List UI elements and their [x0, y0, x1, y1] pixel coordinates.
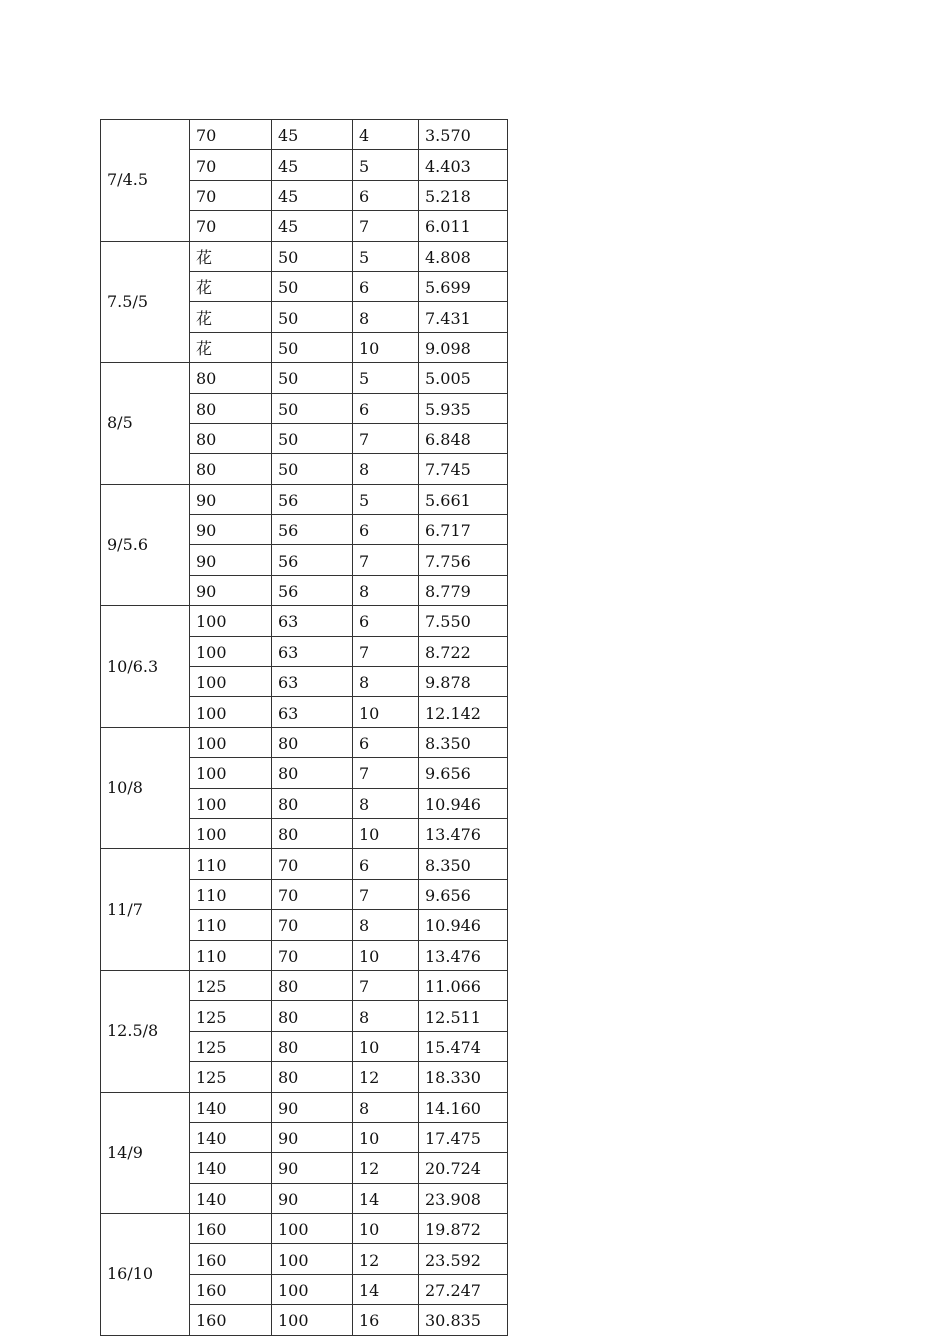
cell-w: 8.350	[419, 727, 508, 757]
cell-b: 50	[272, 271, 353, 301]
cell-w: 7.550	[419, 606, 508, 636]
cell-b: 63	[272, 636, 353, 666]
cell-w: 12.142	[419, 697, 508, 727]
cell-d: 6	[353, 515, 419, 545]
cell-w: 19.872	[419, 1214, 508, 1244]
cell-b: 45	[272, 180, 353, 210]
cell-w: 10.946	[419, 910, 508, 940]
cell-b: 80	[272, 1031, 353, 1061]
cell-d: 5	[353, 241, 419, 271]
cell-w: 7.756	[419, 545, 508, 575]
cell-b: 45	[272, 150, 353, 180]
cell-w: 13.476	[419, 818, 508, 848]
cell-w: 5.661	[419, 484, 508, 514]
cell-a: 90	[190, 575, 272, 605]
spec-label: 14/9	[101, 1092, 190, 1214]
cell-b: 100	[272, 1214, 353, 1244]
cell-b: 80	[272, 758, 353, 788]
spec-label: 11/7	[101, 849, 190, 971]
cell-a: 90	[190, 484, 272, 514]
cell-d: 5	[353, 363, 419, 393]
cell-w: 14.160	[419, 1092, 508, 1122]
cell-d: 8	[353, 1001, 419, 1031]
cell-d: 7	[353, 758, 419, 788]
cell-a: 花	[190, 241, 272, 271]
cell-d: 16	[353, 1305, 419, 1335]
cell-d: 10	[353, 332, 419, 362]
cell-d: 6	[353, 393, 419, 423]
cell-w: 9.098	[419, 332, 508, 362]
cell-b: 50	[272, 363, 353, 393]
cell-a: 90	[190, 515, 272, 545]
cell-b: 56	[272, 484, 353, 514]
cell-w: 6.717	[419, 515, 508, 545]
cell-d: 6	[353, 271, 419, 301]
cell-a: 110	[190, 910, 272, 940]
cell-b: 63	[272, 667, 353, 697]
cell-a: 160	[190, 1244, 272, 1274]
spec-label: 10/8	[101, 727, 190, 849]
cell-d: 12	[353, 1153, 419, 1183]
cell-w: 4.808	[419, 241, 508, 271]
cell-w: 8.779	[419, 575, 508, 605]
cell-w: 7.745	[419, 454, 508, 484]
cell-b: 90	[272, 1153, 353, 1183]
cell-d: 7	[353, 636, 419, 666]
cell-d: 6	[353, 849, 419, 879]
table-row	[101, 120, 508, 150]
cell-a: 100	[190, 788, 272, 818]
cell-b: 90	[272, 1183, 353, 1213]
cell-a: 140	[190, 1092, 272, 1122]
cell-w: 5.699	[419, 271, 508, 301]
cell-d: 8	[353, 667, 419, 697]
cell-b: 50	[272, 302, 353, 332]
spec-label: 12.5/8	[101, 970, 190, 1092]
cell-b: 80	[272, 727, 353, 757]
cell-a: 80	[190, 393, 272, 423]
table-row	[101, 1214, 508, 1244]
cell-b: 90	[272, 1092, 353, 1122]
cell-a: 110	[190, 940, 272, 970]
cell-a: 90	[190, 545, 272, 575]
cell-b: 90	[272, 1122, 353, 1152]
cell-d: 8	[353, 1092, 419, 1122]
cell-d: 10	[353, 1122, 419, 1152]
cell-b: 100	[272, 1244, 353, 1274]
cell-d: 10	[353, 1214, 419, 1244]
cell-a: 100	[190, 818, 272, 848]
cell-w: 7.431	[419, 302, 508, 332]
spec-label: 8/5	[101, 363, 190, 485]
angle-steel-table	[100, 119, 508, 1336]
cell-b: 70	[272, 879, 353, 909]
cell-a: 160	[190, 1214, 272, 1244]
table-row	[101, 970, 508, 1000]
cell-w: 12.511	[419, 1001, 508, 1031]
cell-a: 125	[190, 970, 272, 1000]
cell-d: 8	[353, 788, 419, 818]
cell-w: 23.592	[419, 1244, 508, 1274]
cell-w: 9.878	[419, 667, 508, 697]
cell-d: 10	[353, 940, 419, 970]
cell-d: 7	[353, 545, 419, 575]
cell-a: 140	[190, 1183, 272, 1213]
cell-a: 125	[190, 1001, 272, 1031]
cell-a: 80	[190, 454, 272, 484]
cell-b: 70	[272, 849, 353, 879]
cell-b: 70	[272, 910, 353, 940]
cell-w: 3.570	[419, 120, 508, 150]
cell-b: 50	[272, 423, 353, 453]
cell-a: 80	[190, 363, 272, 393]
cell-d: 7	[353, 423, 419, 453]
cell-w: 5.935	[419, 393, 508, 423]
cell-a: 100	[190, 667, 272, 697]
cell-w: 6.848	[419, 423, 508, 453]
cell-w: 9.656	[419, 758, 508, 788]
cell-d: 14	[353, 1274, 419, 1304]
cell-a: 160	[190, 1274, 272, 1304]
cell-d: 10	[353, 818, 419, 848]
table-row	[101, 606, 508, 636]
cell-d: 5	[353, 484, 419, 514]
cell-a: 100	[190, 636, 272, 666]
cell-b: 50	[272, 393, 353, 423]
cell-a: 125	[190, 1031, 272, 1061]
cell-d: 7	[353, 970, 419, 1000]
cell-d: 4	[353, 120, 419, 150]
cell-b: 56	[272, 575, 353, 605]
cell-w: 20.724	[419, 1153, 508, 1183]
cell-a: 125	[190, 1062, 272, 1092]
cell-w: 6.011	[419, 211, 508, 241]
cell-d: 6	[353, 727, 419, 757]
table-row	[101, 849, 508, 879]
cell-a: 110	[190, 849, 272, 879]
cell-a: 100	[190, 758, 272, 788]
cell-b: 50	[272, 332, 353, 362]
cell-d: 7	[353, 211, 419, 241]
cell-w: 27.247	[419, 1274, 508, 1304]
table-row	[101, 727, 508, 757]
cell-a: 100	[190, 606, 272, 636]
cell-a: 140	[190, 1153, 272, 1183]
cell-d: 8	[353, 910, 419, 940]
spec-label: 16/10	[101, 1214, 190, 1336]
cell-d: 12	[353, 1244, 419, 1274]
cell-b: 56	[272, 545, 353, 575]
cell-a: 100	[190, 697, 272, 727]
cell-b: 50	[272, 241, 353, 271]
cell-d: 10	[353, 1031, 419, 1061]
cell-b: 100	[272, 1305, 353, 1335]
table-row	[101, 363, 508, 393]
cell-d: 6	[353, 180, 419, 210]
cell-b: 100	[272, 1274, 353, 1304]
cell-w: 15.474	[419, 1031, 508, 1061]
cell-d: 14	[353, 1183, 419, 1213]
cell-b: 50	[272, 454, 353, 484]
cell-b: 80	[272, 818, 353, 848]
cell-b: 70	[272, 940, 353, 970]
cell-w: 5.218	[419, 180, 508, 210]
cell-b: 80	[272, 1062, 353, 1092]
cell-w: 18.330	[419, 1062, 508, 1092]
cell-b: 80	[272, 970, 353, 1000]
cell-d: 7	[353, 879, 419, 909]
cell-w: 11.066	[419, 970, 508, 1000]
cell-a: 70	[190, 120, 272, 150]
cell-b: 80	[272, 788, 353, 818]
cell-w: 8.350	[419, 849, 508, 879]
cell-d: 6	[353, 606, 419, 636]
cell-b: 63	[272, 697, 353, 727]
cell-b: 80	[272, 1001, 353, 1031]
cell-a: 110	[190, 879, 272, 909]
cell-w: 30.835	[419, 1305, 508, 1335]
spec-label: 9/5.6	[101, 484, 190, 606]
cell-d: 8	[353, 575, 419, 605]
cell-w: 5.005	[419, 363, 508, 393]
cell-d: 8	[353, 302, 419, 332]
cell-d: 5	[353, 150, 419, 180]
cell-w: 17.475	[419, 1122, 508, 1152]
cell-a: 花	[190, 332, 272, 362]
cell-a: 70	[190, 211, 272, 241]
cell-w: 23.908	[419, 1183, 508, 1213]
table-row	[101, 1092, 508, 1122]
spec-label: 7.5/5	[101, 241, 190, 363]
cell-a: 100	[190, 727, 272, 757]
cell-a: 70	[190, 150, 272, 180]
cell-w: 10.946	[419, 788, 508, 818]
cell-w: 4.403	[419, 150, 508, 180]
table-row	[101, 241, 508, 271]
spec-label: 10/6.3	[101, 606, 190, 728]
cell-a: 花	[190, 302, 272, 332]
cell-w: 9.656	[419, 879, 508, 909]
cell-w: 8.722	[419, 636, 508, 666]
cell-a: 70	[190, 180, 272, 210]
cell-b: 45	[272, 211, 353, 241]
spec-label: 7/4.5	[101, 120, 190, 242]
cell-d: 12	[353, 1062, 419, 1092]
cell-a: 140	[190, 1122, 272, 1152]
cell-b: 63	[272, 606, 353, 636]
cell-b: 45	[272, 120, 353, 150]
cell-d: 10	[353, 697, 419, 727]
cell-w: 13.476	[419, 940, 508, 970]
cell-d: 8	[353, 454, 419, 484]
table-row	[101, 484, 508, 514]
cell-b: 56	[272, 515, 353, 545]
cell-a: 80	[190, 423, 272, 453]
cell-a: 花	[190, 271, 272, 301]
table-body	[101, 120, 508, 1336]
cell-a: 160	[190, 1305, 272, 1335]
